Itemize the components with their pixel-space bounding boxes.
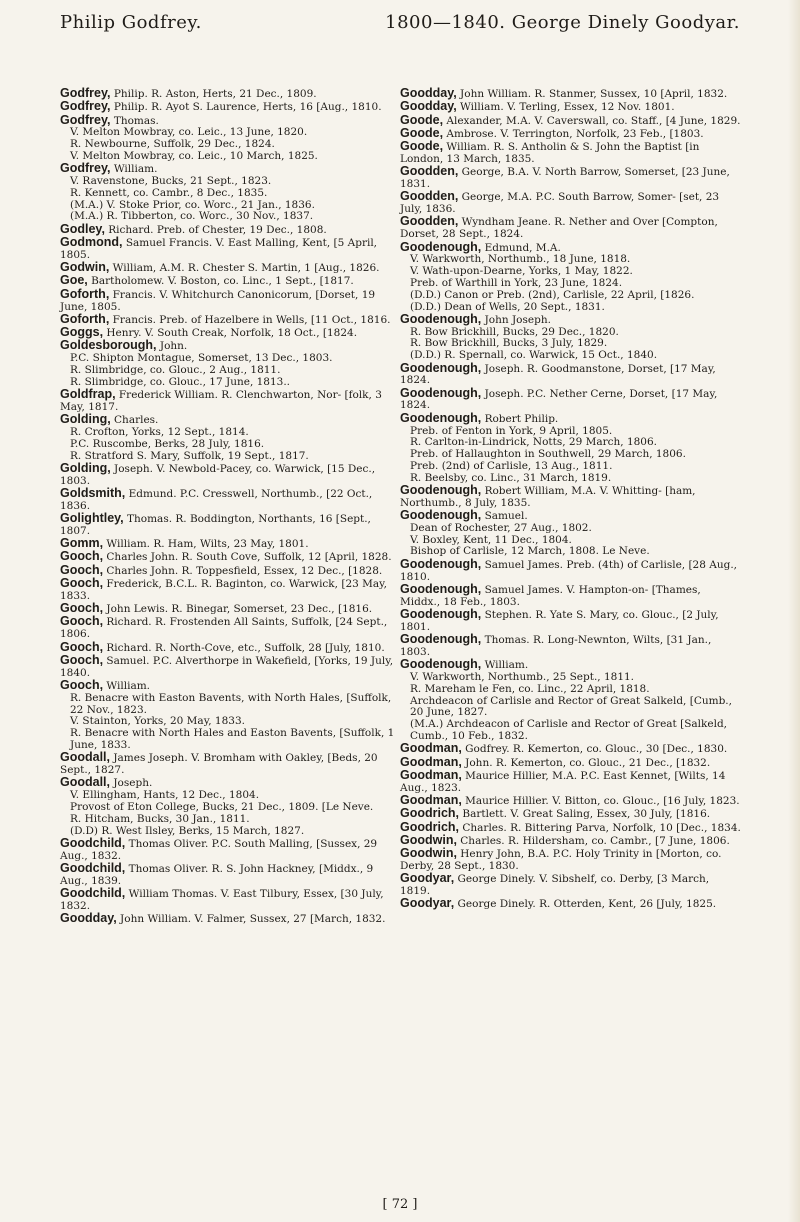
entry-detail: Dean of Rochester, 27 Aug., 1802. [410,521,592,534]
entry-heading [400,873,742,898]
entry-text: Richard. R. North-Cove, etc., Suffolk, 28 [July, 1810. [103,641,385,654]
entry-text: Charles. R. Bittering Parva, Norfolk, 10 [Dec., 1834. [459,821,741,834]
entry-detail: R. Bow Brickhill, Bucks, 3 July, 1829. [410,337,608,350]
entry-text: Samuel James. V. Hampton-on- [Thames, Middx., 18 Feb., 1803. [400,583,701,608]
entry [400,141,742,166]
entry-text: John. [156,340,188,353]
entry-heading [400,125,742,141]
entry-text: Robert Philip. [481,412,559,425]
entry [60,101,398,114]
entry-surname: Gooch, [60,576,104,591]
entry-surname: Goodyar, [400,896,455,911]
header-right: 1800—1840. George Dinely Goodyar. [385,12,740,33]
entry-surname: Goodenough, [400,483,482,497]
entry [400,659,742,743]
entry-heading [60,616,398,641]
entry-text: Henry John, B.A. P.C. Holy Trinity in [Morton, co. Derby, 28 Sept., 1830. [400,848,722,872]
entry-detail: R. Beelsby, co. Linc., 31 March, 1819. [410,471,612,484]
entry-surname: Golightley, [60,511,124,526]
entry-heading [400,485,742,510]
entry-heading [60,513,398,538]
entry-heading [60,888,398,913]
entry [60,578,398,603]
entry-surname: Goodden, [400,214,459,229]
entry-heading [400,606,742,634]
entry-text: Joseph. [110,777,153,790]
entry-surname: Goodenough, [400,508,482,523]
entry-text: Thomas. [110,114,159,127]
entry-surname: Godfrey, [60,112,111,127]
page-number: [ 72 ] [382,1197,418,1212]
entry-detail: R. Slimbridge, co. Glouc., 17 June, 1813.. [70,375,291,388]
entry [400,873,742,898]
entry-surname: Goodenough, [400,410,482,425]
entry-text: Charles John. R. Toppesfield, Essex, 12 Dec., [1828. [103,564,383,577]
entry [400,125,742,141]
entry-surname: Goodwin, [400,832,457,847]
entry-heading [60,752,398,777]
entry-heading [60,835,398,863]
entry [400,634,742,659]
entry-detail: Archdeacon of Carlisle and Rector of Great Salkeld, [Cumb., 20 June, 1827. [410,694,732,719]
entry-text: Charles John. R. South Cove, Suffolk, 12 [April, 1828. [103,551,392,564]
entry [60,460,398,488]
entry-text: Richard. R. Frostenden All Saints, Suffolk, [24 Sept., 1806. [60,616,388,641]
entry-text: William. [103,679,150,692]
entry-detail: (D.D) R. West Ilsley, Berks, 15 March, 1827. [70,824,305,837]
entry-detail: V. Warkworth, Northumb., 25 Sept., 1811. [410,670,635,683]
entry-text: George Dinely. R. Otterden, Kent, 26 [July, 1825. [454,898,717,911]
entry-surname: Gooch, [60,652,104,667]
entry-text: William, A.M. R. Chester S. Martin, 1 [Aug., 1826. [109,262,380,275]
entry-text: Ambrose. V. Terrington, Norfolk, 23 Feb., [1803. [443,127,704,140]
entry-text: Philip. R. Aston, Herts, 21 Dec., 1809. [110,88,317,100]
entry-surname: Godley, [60,221,105,236]
entry [400,216,742,241]
entry [60,616,398,641]
entry [400,767,742,795]
entry-detail: V. Melton Mowbray, co. Leic., 13 June, 1820. [70,126,308,139]
entry [60,389,398,414]
entry-heading [60,652,398,680]
entry-surname: Gooch, [60,562,104,577]
entry [60,562,398,578]
entry-heading [400,216,742,241]
entry-heading [60,262,398,275]
entry-heading [400,112,742,128]
entry-surname: Goodenough, [400,581,482,596]
entry-surname: Godwin, [60,260,110,275]
entry-text: William. V. Terling, Essex, 12 Nov. 1801. [456,101,675,114]
entry-detail: P.C. Shipton Montague, Somerset, 13 Dec., 1803. [70,352,333,365]
entry-text: Charles. [110,414,159,427]
entry-text: George, M.A. P.C. South Barrow, Somer- [set, 23 July, 1836. [400,191,720,216]
entry-heading [400,141,742,166]
entry-surname: Golding, [60,412,111,427]
entry-surname: Goggs, [60,325,104,340]
entry-surname: Goodrich, [400,806,460,821]
entry-detail: R. Stratford S. Mary, Suffolk, 19 Sept., 1817. [70,449,309,462]
entry-text: Thomas. R. Boddington, Northants, 16 [Sept., 1807. [60,513,371,537]
entry-heading [60,460,398,488]
entry-text: John. R. Kemerton, co. Glouc., 21 Dec., [1832. [461,756,711,769]
entry-text: Thomas Oliver. R. S. John Hackney, [Middx., 9 Aug., 1839. [60,862,374,887]
entry-surname: Gooch, [60,639,104,654]
entry-text: Samuel. P.C. Alverthorpe in Wakefield, [Yorks, 19 July, 1840. [60,654,394,679]
entry-heading [60,639,398,655]
entry-text: Joseph. P.C. Nether Cerne, Dorset, [17 May, 1824. [400,387,718,412]
entry-text: Godfrey. R. Kemerton, co. Glouc., 30 [Dec., 1830. [461,743,728,756]
entry-detail: Preb. of Hallaughton in Southwell, 29 March, 1806. [410,448,686,461]
entry [60,262,398,275]
entry-detail: R. Benacre with Easton Bavents, with North Hales, [Suffolk, 22 Nov., 1823. [70,691,392,716]
entry [60,513,398,538]
entry-heading [400,556,742,584]
entry [60,286,398,314]
entry-detail: (D.D.) Canon or Preb. (2nd), Carlisle, 22 April, [1826. [410,288,695,301]
entry-surname: Goe, [60,273,88,288]
entry [60,538,398,551]
entry-surname: Godfrey, [60,86,111,100]
entry-heading [400,634,742,659]
entry-heading [400,311,742,327]
entry [60,112,398,163]
entry-surname: Goodday, [400,99,457,114]
entry-surname: Gooch, [60,549,104,564]
entry-text: George Dinely. V. Sibshelf, co. Derby, [3 March, 1819. [400,873,710,897]
entry-text: Frederick William. R. Clenchwarton, Nor- [folk, 3 May, 1817. [60,389,382,413]
entry-heading [400,848,742,873]
entry-surname: Goode, [400,112,444,127]
entry-text: Samuel James. Preb. (4th) of Carlisle, [28 Aug., 1810. [400,558,737,583]
entry-heading [60,562,398,578]
entry-heading [60,237,398,262]
entry [400,581,742,609]
entry-surname: Goodden, [400,189,459,204]
entry [400,239,742,314]
page-edge [788,0,800,1222]
entry-text: Bartlett. V. Great Saling, Essex, 30 July, [1816. [459,808,711,821]
entry-surname: Goodden, [400,164,459,179]
entry-surname: Goldesborough, [60,338,157,353]
entry [60,88,398,101]
entry-heading [60,677,398,693]
entry-detail: (M.A.) Archdeacon of Carlisle and Rector of Great [Salkeld, Cumb., 10 Feb., 1832. [410,718,728,742]
entry-surname: Goodenough, [400,360,482,375]
entry-heading [60,389,398,414]
entry [400,166,742,191]
entry-detail: V. Stainton, Yorks, 20 May, 1833. [70,715,245,728]
entry-detail: V. Ravenstone, Bucks, 21 Sept., 1823. [70,175,272,188]
entry-detail: R. Crofton, Yorks, 12 Sept., 1814. [70,426,249,439]
entry [400,410,742,485]
entry-heading [60,603,398,616]
entry-text: Thomas Oliver. P.C. South Malling, [Sussex, 29 Aug., 1832. [60,837,378,862]
entry-surname: Goodenough, [400,606,482,621]
entry-surname: Golding, [60,460,111,475]
entry-surname: Goldfrap, [60,387,116,402]
entry-detail: R. Hitcham, Bucks, 30 Jan., 1811. [70,812,250,825]
entry-text: John Lewis. R. Binegar, Somerset, 23 Dec., [1816. [103,603,373,616]
entry-heading [400,360,742,388]
entry [60,652,398,680]
entry-text: Samuel Francis. V. East Malling, Kent, [5 April, 1805. [60,237,378,261]
entry-surname: Goodenough, [400,311,482,326]
entry [400,510,742,558]
entry [60,163,398,223]
entry [60,603,398,616]
entry-detail: R. Kennett, co. Cambr., 8 Dec., 1835. [70,186,268,199]
entry-heading [400,581,742,609]
right-column [400,88,742,912]
entry-text: Edmund, M.A. [481,241,561,254]
entry-detail: R. Bow Brickhill, Bucks, 29 Dec., 1820. [410,325,619,338]
entry-text: Wyndham Jeane. R. Nether and Over [Compton, Dorset, 28 Sept., 1824. [400,216,718,241]
entry-surname: Goodman, [400,792,462,807]
entry-surname: Goodchild, [60,886,126,900]
entry-surname: Goodman, [400,754,462,769]
entry-text: William. R. Ham, Wilts, 23 May, 1801. [103,538,309,551]
entry-text: Bartholomew. V. Boston, co. Linc., 1 Sept., [1817. [87,275,354,288]
entry-detail: Preb. of Fenton in York, 9 April, 1805. [410,424,613,437]
entry-detail: (D.D.) Dean of Wells, 20 Sept., 1831. [410,300,605,313]
entry-detail: Preb. (2nd) of Carlisle, 13 Aug., 1811. [410,459,613,472]
entry-surname: Goodday, [60,911,117,926]
entry [60,777,398,837]
entry-detail: (D.D.) R. Spernall, co. Warwick, 15 Oct., 1840. [410,349,658,362]
entry-detail: R. Slimbridge, co. Glouc., 2 Aug., 1811. [70,364,281,377]
entry-heading [400,898,742,911]
entry-surname: Godfrey, [60,161,111,176]
entry-heading [60,860,398,888]
entry-heading [60,488,398,513]
entry-heading [400,191,742,216]
entry-surname: Goodman, [400,767,462,782]
entry-surname: Goodenough, [400,632,482,647]
entry-surname: Goodrich, [400,819,460,834]
entry-surname: Goodenough, [400,556,482,571]
entry-detail: R. Benacre with North Hales and Easton Bavents, [Suffolk, 1 June, 1833. [70,727,395,751]
entry-heading [60,551,398,564]
entry-detail: R. Newbourne, Suffolk, 29 Dec., 1824. [70,138,275,151]
entry-text: Maurice Hillier, M.A. P.C. East Kennet, [Wilts, 14 Aug., 1823. [400,769,726,794]
entry [60,835,398,863]
entry-text: Richard. Preb. of Chester, 19 Dec., 1808. [104,223,327,236]
entry-heading [400,385,742,413]
entry-text: Charles. R. Hildersham, co. Cambr., [7 June, 1806. [456,834,730,847]
entry-surname: Goodenough, [400,239,482,254]
entry-text: Stephen. R. Yate S. Mary, co. Glouc., [2 July, 1801. [400,608,719,633]
entry-detail: Preb. of Warthill in York, 23 June, 1824. [410,276,623,289]
entry-text: William. [481,659,529,672]
entry [60,551,398,564]
entry-text: Thomas. R. Long-Newnton, Wilts, [31 Jan., 1803. [400,634,712,658]
entry-surname: Goforth, [60,311,110,326]
entry-heading [400,166,742,191]
entry [400,556,742,584]
entry-surname: Goodchild, [60,835,126,850]
entry-text: Frederick, B.C.L. R. Baginton, co. Warwick, [23 May, 1833. [60,578,388,602]
entry [400,191,742,216]
entry [400,101,742,114]
entry [400,311,742,362]
left-column [60,88,398,926]
entry [400,112,742,128]
entry-text: Samuel. [481,510,528,523]
running-header [60,8,740,36]
entry [400,606,742,634]
entry-surname: Goodday, [400,86,457,100]
entry [400,360,742,388]
entry-surname: Goodchild, [60,860,126,875]
entry-text: John Joseph. [481,313,551,326]
entry-surname: Goodall, [60,750,110,765]
entry-detail: Bishop of Carlisle, 12 March, 1808. Le Neve. [410,545,650,558]
entry-text: Henry. V. South Creak, Norfolk, 18 Oct., [1824. [103,327,358,340]
entry-detail: V. Melton Mowbray, co. Leic., 10 March, 1825. [70,149,318,162]
entry [60,340,398,388]
entry-surname: Gooch, [60,601,104,616]
entry [60,860,398,888]
header-left: Philip Godfrey. [60,12,202,33]
entry-surname: Goldsmith, [60,486,126,500]
entry [400,385,742,413]
entry-heading [60,311,398,327]
entry-heading [60,88,398,101]
entry-text: George, B.A. V. North Barrow, Somerset, [23 June, 1831. [400,166,730,191]
entry-heading [60,101,398,114]
entry-surname: Goodwin, [400,846,457,861]
entry-text: Robert William, M.A. V. Whitting- [ham, Northumb., 8 July, 1835. [400,485,696,509]
entry-surname: Goodman, [400,741,462,756]
entry-heading [400,510,742,523]
entry-detail: Provost of Eton College, Bucks, 21 Dec., 1809. [Le Neve. [70,800,374,813]
entry-surname: Goforth, [60,286,110,301]
entry-surname: Goodenough, [400,385,482,400]
entry-heading [60,275,398,288]
entry-text: Francis. V. Whitchurch Canonicorum, [Dorset, 19 June, 1805. [60,288,376,313]
entry [60,237,398,262]
entry-detail: V. Wath-upon-Dearne, Yorks, 1 May, 1822. [410,265,633,278]
entry [400,485,742,510]
entry [400,848,742,873]
entry-text: John William. R. Stanmer, Sussex, 10 [April, 1832. [456,88,728,100]
entry-text: Philip. R. Ayot S. Laurence, Herts, 16 [Aug., 1810. [110,101,382,114]
entry-text: James Joseph. V. Bromham with Oakley, [Beds, 20 Sept., 1827. [60,752,378,777]
entry-text: William Thomas. V. East Tilbury, Essex, [30 July, 1832. [60,888,384,912]
entry [60,639,398,655]
entry-surname: Goodenough, [400,657,482,672]
entry-surname: Goode, [400,125,444,140]
entry [400,898,742,911]
entry [60,913,398,926]
entry-text: Joseph. V. Newbold-Pacey, co. Warwick, [15 Dec., 1803. [60,462,376,487]
entry-surname: Gomm, [60,536,104,551]
entry-surname: Godmond, [60,235,123,250]
entry-detail: R. Carlton-in-Lindrick, Notts, 29 March, 1806. [410,436,658,449]
entry-detail: V. Ellingham, Hants, 12 Dec., 1804. [70,789,260,802]
entry-text: Maurice Hillier. V. Bitton, co. Glouc., [16 July, 1823. [461,794,740,807]
entry-text: John William. V. Falmer, Sussex, 27 [March, 1832. [116,913,386,926]
entry-text: William. R. S. Antholin & S. John the Baptist [in London, 13 March, 1835. [400,141,700,165]
entry-heading [60,286,398,314]
entry [60,488,398,513]
entry-text: William. [110,163,158,176]
entry-heading [400,410,742,426]
entry-text: Edmund. P.C. Cresswell, Northumb., [22 Oct., 1836. [60,488,373,512]
entry-text: Alexander, M.A. V. Caverswall, co. Staff., [4 June, 1829. [443,114,741,127]
entry [60,677,398,752]
entry-heading [400,101,742,114]
entry [60,275,398,288]
entry-surname: Goode, [400,139,444,154]
entry-heading [60,538,398,551]
entry-detail: (M.A.) V. Stoke Prior, co. Worc., 21 Jan., 1836. [70,198,315,211]
entry [60,888,398,913]
entry-detail: P.C. Ruscombe, Berks, 28 July, 1816. [70,437,265,450]
entry-surname: Gooch, [60,614,104,629]
entry-detail: (M.A.) R. Tibberton, co. Worc., 30 Nov., 1837. [70,210,314,223]
entry-heading [60,578,398,603]
entry [60,311,398,327]
entry-text: Joseph. R. Goodmanstone, Dorset, [17 May, 1824. [400,362,716,387]
entry-surname: Gooch, [60,677,104,692]
entry-surname: Goodall, [60,775,110,790]
entry [60,752,398,777]
entry-heading [60,913,398,926]
entry-detail: R. Mareham le Fen, co. Linc., 22 April, 1818. [410,682,650,695]
entry-heading [400,767,742,795]
entry-detail: V. Warkworth, Northumb., 18 June, 1818. [410,253,631,266]
entry-text: Francis. Preb. of Hazelbere in Wells, [11 Oct., 1816. [109,313,391,326]
entry [60,414,398,462]
entry-surname: Goodyar, [400,871,455,886]
entry-surname: Godfrey, [60,99,111,114]
entry-detail: V. Boxley, Kent, 11 Dec., 1804. [410,533,572,546]
